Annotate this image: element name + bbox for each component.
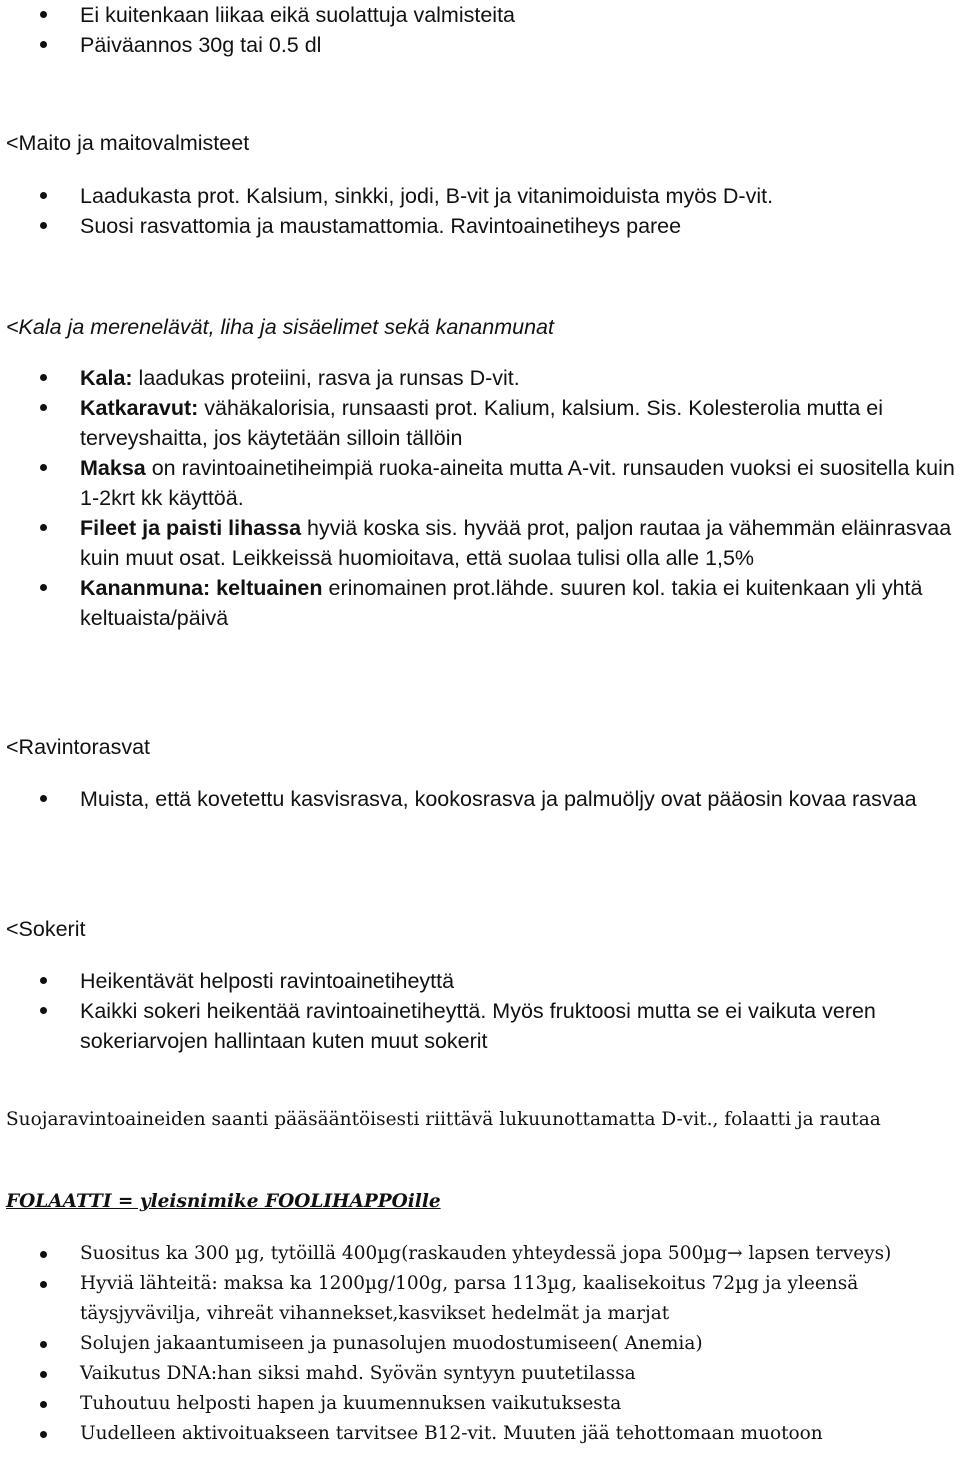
suojaravintoaineet-paragraph: Suojaravintoaineiden saanti pääsääntöisesti riittävä lukuunottamatta D-vit., folaatti ja rautaa bbox=[6, 1109, 881, 1130]
item-label: Kala: bbox=[80, 366, 133, 390]
list-item: Vaikutus DNA:han siksi mahd. Syövän syntyyn puutetilassa bbox=[0, 1359, 960, 1389]
list-item: Päiväannos 30g tai 0.5 dl bbox=[0, 30, 960, 60]
item-label: Fileet ja paisti lihassa bbox=[80, 516, 302, 540]
ravintorasvat-bullet-list bbox=[0, 784, 960, 814]
section-heading-kala: <Kala ja merenelävät, liha ja sisäelimet sekä kananmunat bbox=[6, 315, 554, 339]
list-item: Hyviä lähteitä: maksa ka 1200µg/100g, parsa 113µg, kaalisekoitus 72µg ja yleensä täysjyvävilja, vihreät vihannekset,kasvikset hedelmät ja marjat bbox=[0, 1269, 960, 1329]
list-item: Ei kuitenkaan liikaa eikä suolattuja valmisteita bbox=[0, 0, 960, 30]
sokerit-bullet-list bbox=[0, 966, 960, 1056]
list-item: Suosi rasvattomia ja maustamattomia. Ravintoainetiheys paree bbox=[0, 211, 960, 241]
item-label: Katkaravut: bbox=[80, 396, 199, 420]
section-heading-sokerit: <Sokerit bbox=[6, 917, 86, 941]
item-label: Kananmuna: keltuainen bbox=[80, 576, 323, 600]
list-item: Uudelleen aktivoituakseen tarvitsee B12-vit. Muuten jää tehottomaan muotoon bbox=[0, 1419, 960, 1449]
list-item bbox=[0, 573, 960, 633]
list-item: Tuhoutuu helposti hapen ja kuumennuksen vaikutuksesta bbox=[0, 1389, 960, 1419]
list-item bbox=[0, 393, 960, 453]
list-item bbox=[0, 363, 960, 393]
list-item: Kaikki sokeri heikentää ravintoainetiheyttä. Myös fruktoosi mutta se ei vaikuta veren sokeriarvojen hallintaan kuten muut sokerit bbox=[0, 996, 960, 1056]
list-item: Laadukasta prot. Kalsium, sinkki, jodi, B-vit ja vitanimoiduista myös D-vit. bbox=[0, 181, 960, 211]
maito-bullet-list bbox=[0, 181, 960, 241]
kala-bullet-list bbox=[0, 363, 960, 633]
section-heading-ravintorasvat: <Ravintorasvat bbox=[6, 735, 151, 759]
list-item: Solujen jakaantumiseen ja punasolujen muodostumiseen( Anemia) bbox=[0, 1329, 960, 1359]
list-item bbox=[0, 453, 960, 513]
item-text: vähäkalorisia, runsaasti prot. Kalium, kalsium. Sis. Kolesterolia mutta ei terveyshaitta, jos käytetään silloin tällöin bbox=[80, 396, 884, 450]
list-item: Muista, että kovetettu kasvisrasva, kookosrasva ja palmuöljy ovat pääosin kovaa rasvaa bbox=[0, 784, 960, 814]
item-text: on ravintoainetiheimpiä ruoka-aineita mutta A-vit. runsauden vuoksi ei suositella kuin 1-2krt kk käyttöä. bbox=[80, 456, 955, 510]
list-item bbox=[0, 513, 960, 573]
folaatti-heading: FOLAATTI = yleisnimike FOOLIHAPPOille bbox=[6, 1191, 441, 1212]
section-heading-maito: <Maito ja maitovalmisteet bbox=[6, 131, 250, 155]
folaatti-bullet-list bbox=[0, 1239, 960, 1449]
top-bullet-list bbox=[0, 0, 960, 60]
item-text: erinomainen prot.lähde. suuren kol. takia ei kuitenkaan yli yhtä keltuaista/päivä bbox=[80, 576, 923, 630]
list-item: Heikentävät helposti ravintoainetiheyttä bbox=[0, 966, 960, 996]
item-text: laadukas proteiini, rasva ja runsas D-vit. bbox=[132, 366, 520, 390]
item-text: hyviä koska sis. hyvää prot, paljon rautaa ja vähemmän eläinrasvaa kuin muut osat. Leikkeissä huomioitava, että suolaa tulisi olla alle 1,5% bbox=[80, 516, 952, 570]
item-label: Maksa bbox=[80, 456, 146, 480]
list-item: Suositus ka 300 µg, tytöillä 400µg(raskauden yhteydessä jopa 500µg→ lapsen terveys) bbox=[0, 1239, 960, 1269]
